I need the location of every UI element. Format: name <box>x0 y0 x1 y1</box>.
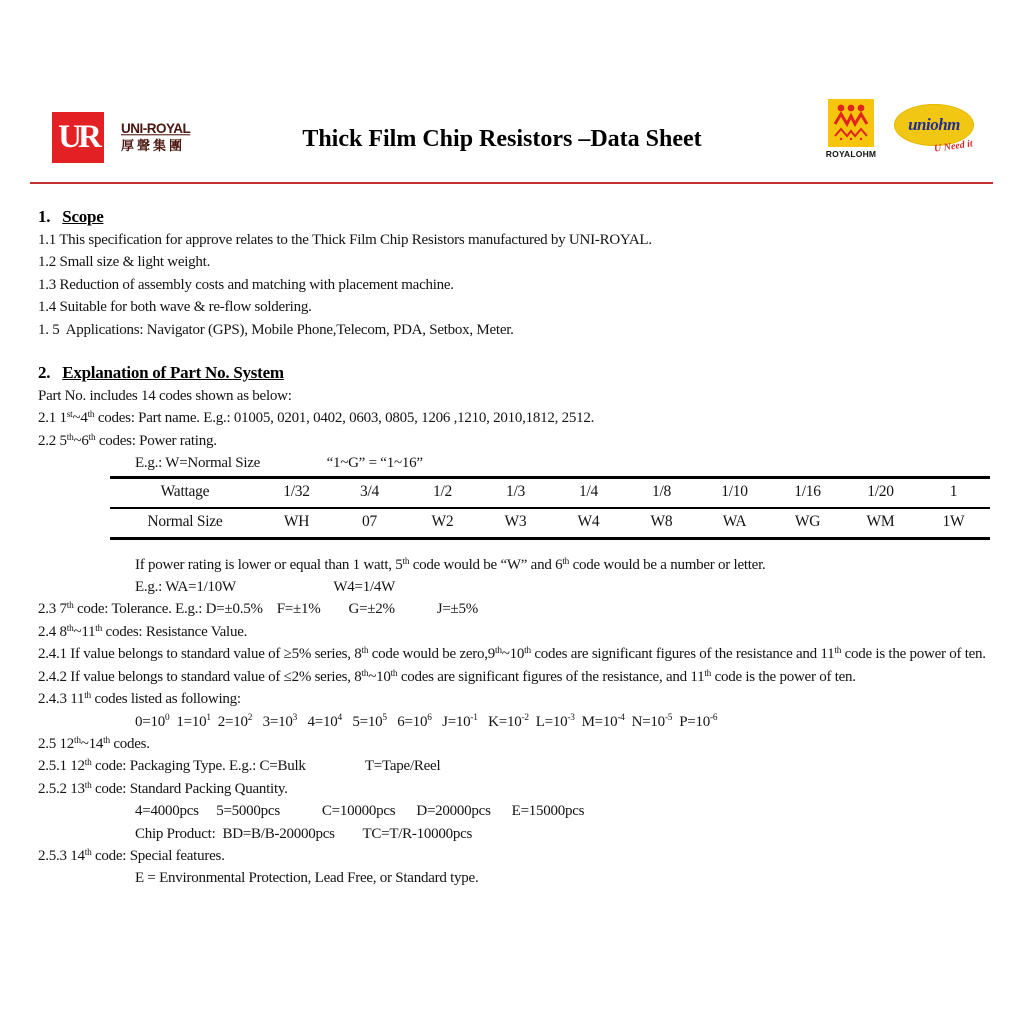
line-2-5-1: 2.5.1 12th code: Packaging Type. E.g.: C=Bulk T=Tape/Reel <box>38 758 441 775</box>
uniroyal-chinese-name: 厚聲集團 <box>121 138 186 154</box>
scope-item-1-1: 1.1 This specification for approve relates to the Thick Film Chip Resistors manufactured by UNI-ROYAL. <box>38 232 652 248</box>
line-2-5-2: 2.5.2 13th code: Standard Packing Quantity. <box>38 780 288 797</box>
chip-product-line: Chip Product: BD=B/B-20000pcs TC=T/R-10000pcs <box>135 825 473 842</box>
size-code-cell: 1W <box>942 513 965 531</box>
scope-item-1-5: 1. 5 Applications: Navigator (GPS), Mobile Phone,Telecom, PDA, Setbox, Meter. <box>38 321 514 338</box>
size-code-cell: WG <box>794 513 821 531</box>
royalohm-logo <box>825 99 877 159</box>
royalohm-label: ROYALOHM <box>825 149 877 159</box>
scope-item-1-2: 1.2 Small size & light weight. <box>38 254 211 271</box>
line-2-4-2: 2.4.2 If value belongs to standard value of ≤2% series, 8th~10th codes are significant figures of the resistance, and 11th code is the power of ten. <box>38 668 856 685</box>
wattage-cell: 3/4 <box>333 477 406 508</box>
wattage-cell: 1/8 <box>625 477 698 508</box>
page-title: Thick Film Chip Resistors –Data Sheet <box>302 126 702 152</box>
line-2-1: 2.1 1st~4th codes: Part name. E.g.: 01005, 0201, 0402, 0603, 0805, 1206 ,1210, 2010,1812, 2512. <box>38 410 595 427</box>
uniroyal-name: UNI-ROYAL <box>121 120 191 137</box>
wattage-cell: 1 <box>917 477 990 508</box>
wattage-row <box>110 477 990 508</box>
wattage-cell: 1/2 <box>406 477 479 508</box>
size-code-cell: WH <box>283 513 310 531</box>
power-rating-table <box>110 476 990 540</box>
wattage-cell: 1/3 <box>479 477 552 508</box>
wattage-cell: 1/16 <box>771 477 844 508</box>
line-2-5-3: 2.5.3 14th code: Special features. <box>38 847 225 864</box>
part-no-intro: Part No. includes 14 codes shown as below: <box>38 388 292 405</box>
size-code-cell: W2 <box>431 513 454 531</box>
size-code-cell: W8 <box>650 513 673 531</box>
line-2-5: 2.5 12th~14th codes. <box>38 735 150 752</box>
size-code-cell: WM <box>866 513 895 531</box>
line-2-4: 2.4 8th~11th codes: Resistance Value. <box>38 623 248 640</box>
uniohm-logo <box>894 104 976 155</box>
section-1-number: 1. <box>38 207 51 226</box>
document-body <box>38 205 1023 890</box>
wattage-cell: 1/32 <box>260 477 333 508</box>
wattage-cell: 1/10 <box>698 477 771 508</box>
line-2-4-3: 2.4.3 11th codes listed as following: <box>38 690 241 708</box>
packing-quantity-line: 4=4000pcs 5=5000pcs C=10000pcs D=20000pcs E=15000pcs <box>135 803 585 820</box>
special-features-line: E = Environmental Protection, Lead Free, or Standard type. <box>135 870 479 887</box>
wattage-label-cell: Wattage <box>110 477 260 508</box>
uniohm-tagline: U Need it <box>933 138 974 155</box>
header-divider <box>30 182 993 184</box>
scope-item-1-4: 1.4 Suitable for both wave & re-flow soldering. <box>38 299 312 316</box>
normal-size-row <box>110 508 990 539</box>
power-rating-example: E.g.: W=Normal Size “1~G” = “1~16” <box>135 455 423 472</box>
royalohm-icon <box>828 99 874 147</box>
size-code-cell: W3 <box>504 513 527 531</box>
section-2-number: 2. <box>38 363 51 383</box>
wattage-cell: 1/4 <box>552 477 625 508</box>
size-code-cell: W4 <box>577 513 600 531</box>
uniohm-wordmark: uniohm <box>908 115 960 134</box>
line-2-4-1: 2.4.1 If value belongs to standard value of ≥5% series, 8th code would be zero,9th~10th codes are significant figures of the resistance and 11th code is the power of ten. <box>38 646 986 663</box>
power-note: If power rating is lower or equal than 1 watt, 5th code would be “W” and 6th code would be a number or letter. <box>135 556 766 573</box>
line-2-2: 2.2 5th~6th codes: Power rating. <box>38 432 217 449</box>
scope-item-1-3: 1.3 Reduction of assembly costs and matching with placement machine. <box>38 276 454 293</box>
size-code-cell: 07 <box>362 513 377 531</box>
royalohm-crown-icon <box>831 102 871 144</box>
line-2-3: 2.3 7th code: Tolerance. E.g.: D=±0.5% F=±1% G=±2% J=±5% <box>38 601 479 618</box>
section-1-heading: 1. Scope <box>38 207 104 226</box>
ur-logo-text: UR <box>58 119 98 155</box>
wattage-cell: 1/20 <box>844 477 917 508</box>
size-code-cell: WA <box>722 513 747 531</box>
wa-example: E.g.: WA=1/10W W4=1/4W <box>135 579 396 596</box>
multiplier-codes-line: $0=10^0$ $1=10^1$ $2=10^2$ $3=10^3$ $4=10^4$ $5=10^5$ $6=10^6$ $J=10^{-1}$ $K=10^{-2}$ $L=10^{-3}$ $M=10^{-4}$ $N=10^{-5}$ $P=10^{-6}$ <box>135 713 718 730</box>
section-2-heading: 2. Explanation of Part No. System <box>38 363 284 383</box>
size-label-cell: Normal Size <box>147 513 223 531</box>
